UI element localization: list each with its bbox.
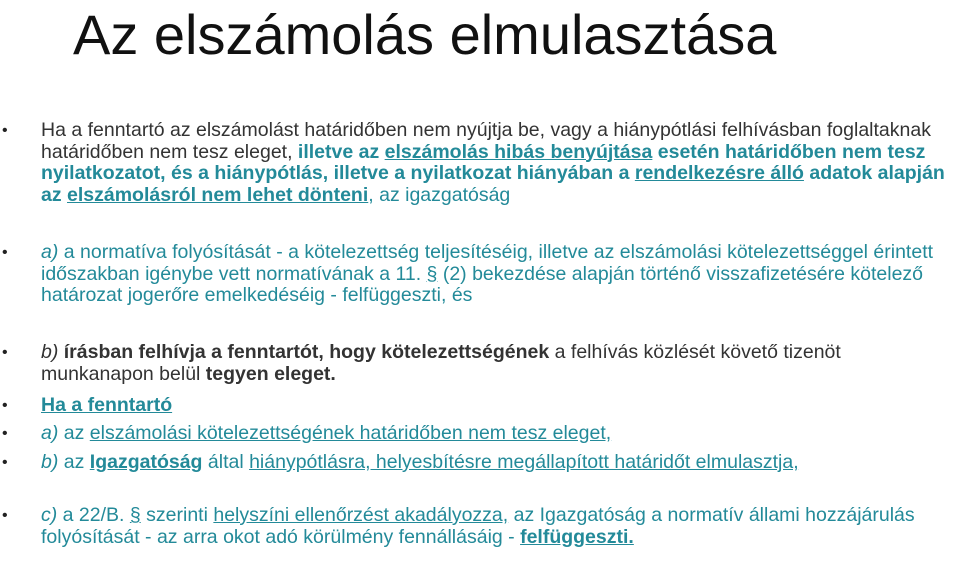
- text-run: adatok alapján az: [41, 162, 945, 206]
- text-run: illetve az: [297, 140, 385, 163]
- section-sign: §: [426, 262, 438, 285]
- text-run: tegyen eleget.: [205, 362, 336, 385]
- bullet-icon: •: [2, 454, 8, 471]
- bullet-icon: •: [2, 507, 8, 524]
- text-run: a 22/B.: [57, 504, 130, 526]
- text-run: szerinti: [140, 504, 214, 526]
- bullet-icon: •: [2, 397, 8, 414]
- text-run: Ha a fenntartó az elszámolást határidőben nem nyújtja be, vagy a hiánypótlási felhívásban foglaltaknak határidőben nem tesz eleget,: [41, 119, 931, 163]
- bullet-icon: •: [2, 344, 8, 361]
- text-run: elszámolás hibás benyújtása: [384, 140, 653, 163]
- text-run: az Igazgatóság a normatív állami hozzájárulás folyósítását - az arra okot adó körülmény fennállásáig -: [41, 504, 915, 548]
- text-run: (2) bekezdése alapján történő visszafizetésére kötelező határozat jogerőre emelkedéséig - felfüggeszti, és: [41, 262, 924, 306]
- text-run: a felhívás közlését követő tizenöt munkanapon belül: [41, 341, 841, 385]
- text-run: helyszíni ellenőrzést akadályozza,: [213, 504, 509, 526]
- list-item: [2, 422, 953, 445]
- text-run: írásban felhívja a fenntartót, hogy kötelezettségének: [58, 341, 550, 363]
- text-run: rendelkezésre álló: [634, 162, 804, 184]
- text-run: elszámolásról nem lehet dönteni: [67, 183, 369, 206]
- text-run: hiánypótlásra, helyesbítésre megállapított határidőt elmulasztja,: [249, 451, 799, 473]
- text-run: az: [58, 422, 90, 444]
- list-item: [2, 451, 953, 474]
- text-run: az: [58, 451, 90, 473]
- text-run: elszámolási kötelezettségének határidőben nem tesz eleget,: [89, 422, 612, 444]
- text-run: , az igazgatóság: [368, 183, 511, 206]
- bullet-icon: •: [2, 122, 8, 139]
- text-run: a): [41, 241, 59, 263]
- bullet-icon: •: [2, 244, 8, 261]
- text-run: által: [202, 451, 250, 473]
- text-run: b): [41, 341, 59, 363]
- text-run: a): [41, 422, 59, 444]
- text-run: b): [41, 451, 59, 473]
- page-title: Az elszámolás elmulasztása: [73, 3, 777, 66]
- list-item: [2, 241, 953, 307]
- list-item: [2, 119, 953, 206]
- bullet-icon: •: [2, 425, 8, 442]
- text-run: esetén határidőben nem tesz nyilatkozatot, és a hiánypótlás, illetve a nyilatkozat hiányában a: [41, 140, 926, 184]
- list-item: [2, 504, 953, 548]
- text-run: a normatíva folyósítását - a kötelezettség teljesítéséig, illetve az elszámolási kötelezettséggel érintett időszakban igénybe vett normatívának a 11.: [41, 241, 934, 285]
- text-run: Igazgatóság: [89, 451, 203, 473]
- text-run: c): [41, 504, 58, 526]
- section-sign: §: [129, 504, 141, 526]
- list-item: [2, 341, 953, 385]
- list-item: [2, 394, 953, 417]
- text-run: Ha a fenntartó: [41, 394, 173, 416]
- text-run: felfüggeszti.: [520, 525, 634, 548]
